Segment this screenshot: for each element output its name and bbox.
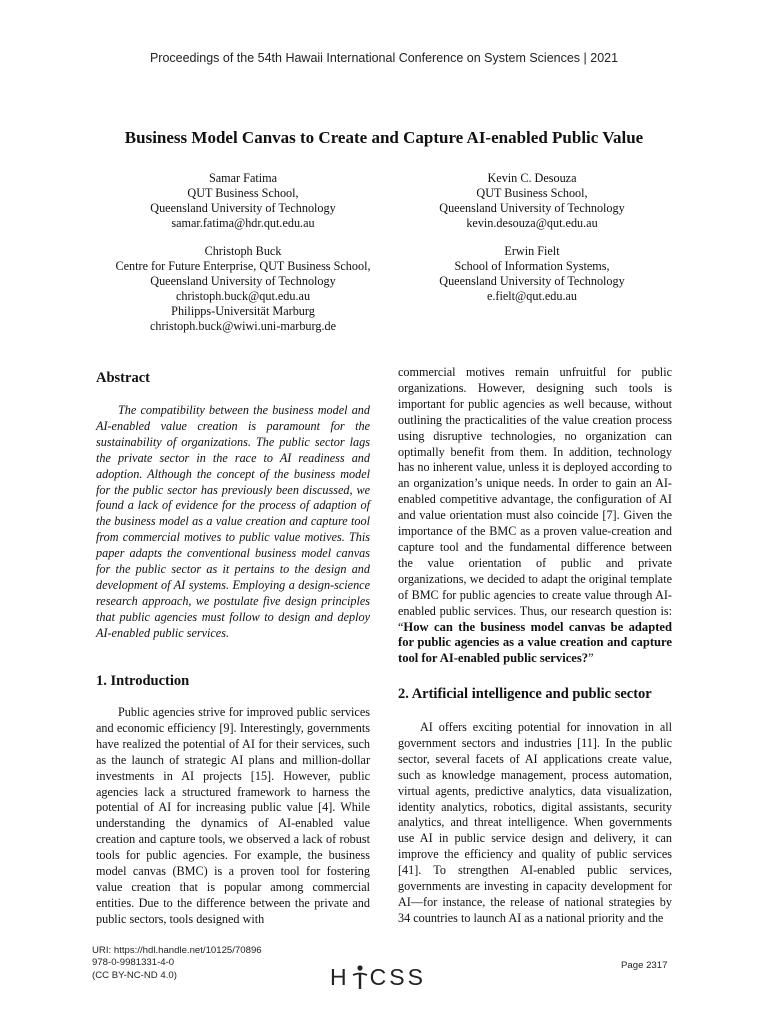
author-name: Samar Fatima xyxy=(208,171,278,185)
proceedings-header: Proceedings of the 54th Hawaii International Conference on System Sciences | 2021 xyxy=(149,51,619,65)
footer-license: (CC BY-NC-ND 4.0) xyxy=(92,969,177,981)
author-affiliation: Philipps-Universität Marburg xyxy=(171,304,315,318)
author-affiliation: School of Information Systems, xyxy=(454,259,610,273)
author-email: christoph.buck@wiwi.uni-marburg.de xyxy=(150,319,336,333)
author-email: samar.fatima@hdr.qut.edu.au xyxy=(171,216,315,230)
paper-title: Business Model Canvas to Create and Capture AI-enabled Public Value xyxy=(124,128,644,147)
author-email: christoph.buck@qut.edu.au xyxy=(175,289,311,303)
section-2-heading: 2. Artificial intelligence and public sector xyxy=(398,686,652,702)
section-2-text: AI offers exciting potential for innovation in all government sectors and industries [11]. In the public sector, several facets of AI applications create value, such as knowledge management, process automation, virtual agents, predictive analytics, data visualization, identity analytics, robotics, digital assistants, security analytics, and threat intelligence. When governments use AI in public service design and delivery, it can improve the efficiency and quality of public services [41]. To strengthen AI-enabled public services, governments are investing in capacity development for AI—for instance, the release of national strategies by 34 countries to launch AI as a national priority and the xyxy=(398,720,672,925)
section-1-text: Public agencies strive for improved public services and economic efficiency [9]. Interestingly, governments have realized the potential of AI for their services, such as the launch of strategic AI plans and million-dollar investments in AI projects [15]. However, public agencies lack a structured framework to harness the potential of AI for increasing public value [4]. While understanding the dynamics of AI-enabled value creation and capture tools, we observed a lack of robust tools for public agencies. For example, the business model canvas (BMC) is a proven tool for fostering value creation that is popular among commercial entities. Due to the difference between the private and public sectors, tools designed with xyxy=(96,705,370,926)
author-name: Christoph Buck xyxy=(204,244,282,258)
section-1-heading: 1. Introduction xyxy=(96,673,190,689)
author-affiliation: Centre for Future Enterprise, QUT Business School, xyxy=(115,259,371,273)
author-name: Kevin C. Desouza xyxy=(487,171,577,185)
abstract-heading: Abstract xyxy=(96,370,150,386)
author-block-buck xyxy=(93,244,393,334)
author-affiliation: Queensland University of Technology xyxy=(150,201,336,215)
author-name: Erwin Fielt xyxy=(504,244,560,258)
logo-letters-css: CSS xyxy=(369,963,426,990)
footer-isbn: 978-0-9981331-4-0 xyxy=(92,957,175,969)
continuation-text: commercial motives remain unfruitful for public organizations. However, designing such tools is important for public agencies as well because, without outlining the practicalities of the value creation process using disruptive technologies, no organization can optimally benefit from them. In addition, technology has no inherent value, unless it is deployed according to an organization’s unique needs. In order to gain an AI-enabled competitive advantage, the configuration of AI and value orientation must also coincide [7]. Given the importance of the BMC as a proven value-creation and capture tool and the fundamental difference between the value orientation of public and private organizations, we decided to adapt the original template of BMC for public agencies to create value through AI-enabled public services. Thus, our research question is: “ xyxy=(398,365,672,634)
author-affiliation: QUT Business School, xyxy=(476,186,588,200)
author-email: kevin.desouza@qut.edu.au xyxy=(466,216,598,230)
author-affiliation: Queensland University of Technology xyxy=(439,274,625,288)
hicss-logo xyxy=(330,962,440,992)
footer-info xyxy=(92,945,262,982)
author-affiliation: Queensland University of Technology xyxy=(439,201,625,215)
logo-letter-h: H xyxy=(330,963,350,990)
author-block-desouza xyxy=(382,171,682,231)
abstract-text: The compatibility between the business model and AI-enabled value creation is paramount for the sustainability of organizations. The public sector lags the private sector in the race to AI readiness and adoption. Although the concept of the business model for the public sector has previously been discussed, we found a lack of evidence for the process of adaption of the business model as a value creation and capture tool from commercial motives to public value motives. This paper adapts the conventional business model canvas for the public sector as it pertains to the design and development of AI systems. Employing a design-science research approach, we postulate five design principles that public agencies must follow to design and deploy AI-enabled public services. xyxy=(96,403,370,640)
research-question: How can the business model canvas be adapted for public agencies as a value creation and capture tool for AI-enabled public services? xyxy=(398,619,672,666)
closing-quote: ” xyxy=(588,651,594,666)
author-affiliation: Queensland University of Technology xyxy=(150,274,336,288)
author-affiliation: QUT Business School, xyxy=(187,186,299,200)
logo-figure-icon xyxy=(352,964,368,990)
author-email: e.fielt@qut.edu.au xyxy=(486,289,578,303)
footer-uri: URI: https://hdl.handle.net/10125/70896 xyxy=(92,945,262,956)
author-block-fatima xyxy=(93,171,393,231)
right-column-continuation xyxy=(398,365,672,667)
author-block-fielt xyxy=(382,244,682,304)
page-number: Page 2317 xyxy=(621,960,668,971)
